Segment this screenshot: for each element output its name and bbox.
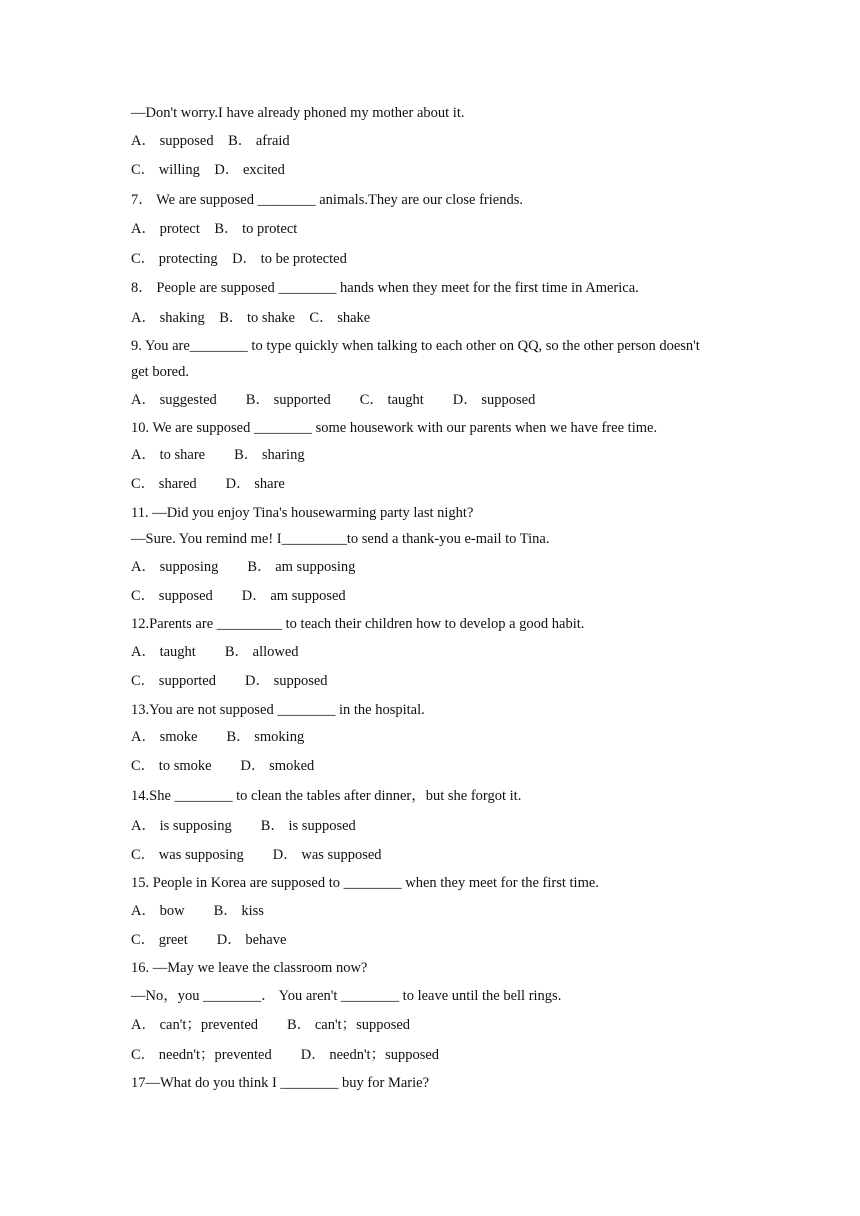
option-line: C． protecting D． to be protected — [131, 251, 347, 267]
option-line: C． shared D． share — [131, 476, 285, 492]
option-line: A． can't；prevented B． can't；supposed — [131, 1017, 411, 1033]
question-11: 11. —Did you enjoy Tina's housewarming party last night? — [131, 505, 474, 521]
option-line: C． willing D． excited — [131, 162, 285, 178]
option-line: C． needn't；prevented D． needn't；supposed — [131, 1047, 440, 1063]
option-line: C． was supposing D． was supposed — [131, 847, 382, 863]
question-16: 16. —May we leave the classroom now? — [131, 960, 368, 976]
option-line: A． is supposing B． is supposed — [131, 818, 356, 834]
option-line: A． protect B． to protect — [131, 221, 298, 237]
question-10: 10. We are supposed ________ some housework with our parents when we have free time. — [131, 420, 658, 436]
question-14: 14.She ________ to clean the tables after dinner，but she forgot it. — [131, 788, 522, 804]
option-line: A． supposed B． afraid — [131, 133, 290, 149]
option-line: C． supposed D． am supposed — [131, 588, 346, 604]
option-line: A． bow B． kiss — [131, 903, 264, 919]
question-8: 8． People are supposed ________ hands when they meet for the first time in America. — [131, 280, 639, 296]
question-13: 13.You are not supposed ________ in the hospital. — [131, 702, 425, 718]
option-line: C． to smoke D． smoked — [131, 758, 315, 774]
option-line: A． to share B． sharing — [131, 447, 305, 463]
option-line: A． suggested B． supported C． taught D． supposed — [131, 392, 536, 408]
question-7: 7． We are supposed ________ animals.They are our close friends. — [131, 192, 523, 208]
option-line: A． smoke B． smoking — [131, 729, 305, 745]
question-17: 17—What do you think I ________ buy for Marie? — [131, 1075, 430, 1091]
text-line: get bored. — [131, 364, 189, 380]
question-12: 12.Parents are _________ to teach their children how to develop a good habit. — [131, 616, 585, 632]
option-line: A． taught B． allowed — [131, 644, 299, 660]
option-line: A． supposing B． am supposing — [131, 559, 356, 575]
question-15: 15. People in Korea are supposed to ________ when they meet for the first time. — [131, 875, 599, 891]
question-9: 9. You are________ to type quickly when talking to each other on QQ, so the other person doesn't — [131, 338, 700, 354]
text-line: —No，you ________． You aren't ________ to leave until the bell rings. — [131, 988, 562, 1004]
text-line: —Don't worry.I have already phoned my mother about it. — [131, 105, 465, 121]
option-line: A． shaking B． to shake C． shake — [131, 310, 371, 326]
text-line: —Sure. You remind me! I_________to send a thank-you e-mail to Tina. — [131, 531, 550, 547]
option-line: C． greet D． behave — [131, 932, 287, 948]
option-line: C． supported D． supposed — [131, 673, 328, 689]
